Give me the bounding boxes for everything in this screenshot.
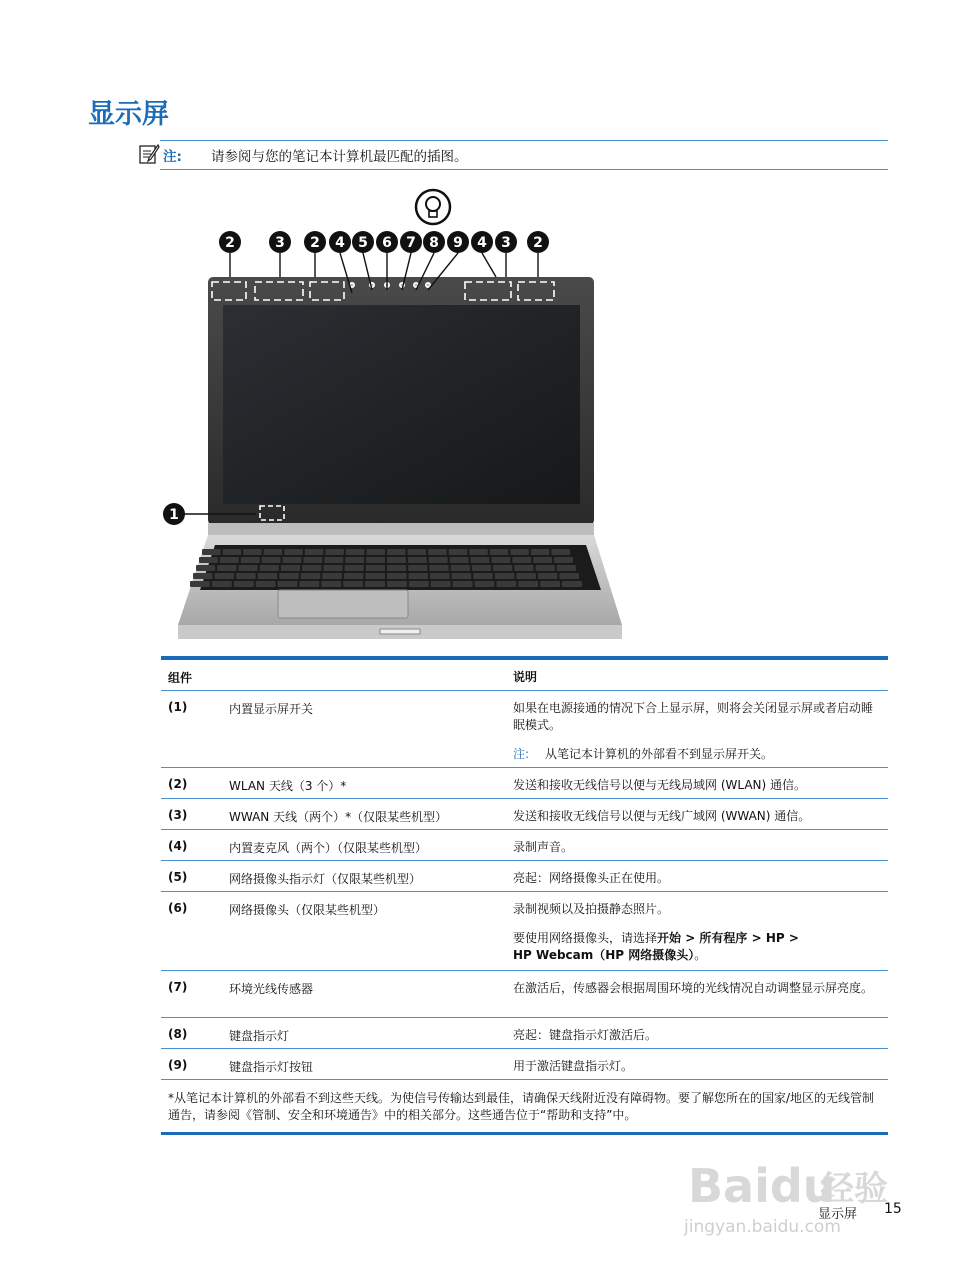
- display-screen: [223, 305, 580, 504]
- row-num: (5): [168, 870, 188, 884]
- row-desc: 亮起：网络摄像头正在使用。: [513, 871, 670, 885]
- key: [241, 557, 260, 563]
- table-row: [161, 861, 888, 892]
- callout-2: [527, 231, 549, 277]
- row-extra-post: 。: [694, 948, 707, 962]
- key: [321, 581, 341, 587]
- key: [301, 573, 321, 579]
- key: [387, 573, 407, 579]
- row-num: (4): [168, 839, 188, 853]
- key: [514, 565, 533, 571]
- table-row: [161, 799, 888, 830]
- key: [215, 573, 235, 579]
- components-table: [161, 656, 888, 1135]
- svg-text:2: 2: [310, 235, 320, 251]
- key: [429, 565, 448, 571]
- callout-2: [304, 231, 326, 277]
- rule-note: [160, 169, 888, 170]
- key: [346, 549, 365, 555]
- key: [518, 581, 538, 587]
- row-desc: [513, 901, 881, 964]
- key: [322, 573, 342, 579]
- key: [262, 557, 281, 563]
- key: [491, 557, 510, 563]
- key: [490, 549, 509, 555]
- key: [234, 581, 254, 587]
- svg-text:2: 2: [225, 235, 235, 251]
- key: [365, 581, 385, 587]
- row-note-label: 注:: [513, 747, 530, 761]
- baidu-watermark: [680, 1140, 910, 1240]
- key: [243, 549, 262, 555]
- note: [138, 143, 886, 167]
- key: [260, 565, 279, 571]
- table-footnote: *从笔记本计算机的外部看不到这些天线。为使信号传输达到最佳，请确保天线附近没有障碍物。要了解您所在的国家/地区的无线管制通告，请参阅《管制、安全和环境通告》中的相关部分。这些通告位于“帮助和支持”中。: [168, 1091, 875, 1122]
- bezel-sensor: [426, 283, 430, 287]
- key: [324, 557, 343, 563]
- svg-text:8: 8: [429, 235, 439, 251]
- key: [193, 573, 213, 579]
- key: [449, 549, 468, 555]
- row-desc: 发送和接收无线信号以便与无线局域网 (WLAN) 通信。: [513, 778, 807, 792]
- key: [562, 581, 582, 587]
- key: [559, 573, 579, 579]
- front-latch: [380, 629, 420, 634]
- row-desc-text: 录制视频以及拍摄静态照片。: [513, 902, 670, 916]
- key: [190, 581, 210, 587]
- key: [409, 573, 429, 579]
- header-component: 组件: [168, 671, 193, 685]
- row-desc: 亮起：键盘指示灯激活后。: [513, 1028, 658, 1042]
- key: [450, 557, 469, 563]
- key: [469, 549, 488, 555]
- key: [429, 557, 448, 563]
- key: [223, 549, 242, 555]
- row-name: 内置显示屏开关: [229, 702, 314, 716]
- key: [471, 557, 490, 563]
- callout-3: [495, 231, 517, 277]
- table-row: [161, 830, 888, 861]
- key: [510, 549, 529, 555]
- key: [196, 565, 215, 571]
- key: [302, 565, 321, 571]
- row-num: (3): [168, 808, 188, 822]
- key: [551, 549, 570, 555]
- laptop-illustration: [160, 185, 640, 655]
- svg-text:5: 5: [358, 235, 368, 251]
- callout-3: [269, 231, 291, 277]
- key: [343, 581, 363, 587]
- row-num: (2): [168, 777, 188, 791]
- key: [472, 565, 491, 571]
- key: [212, 581, 232, 587]
- row-desc: 录制声音。: [513, 840, 574, 854]
- key: [387, 565, 406, 571]
- svg-text:1: 1: [169, 507, 179, 523]
- svg-text:4: 4: [477, 235, 487, 251]
- key: [323, 565, 342, 571]
- key: [387, 557, 406, 563]
- row-num: (7): [168, 980, 188, 994]
- footer-section: 显示屏: [818, 1207, 858, 1222]
- row-name: 键盘指示灯按钮: [229, 1060, 314, 1074]
- key: [475, 581, 495, 587]
- row-num: (1): [168, 700, 188, 714]
- key: [345, 565, 364, 571]
- key: [256, 581, 276, 587]
- key: [408, 549, 427, 555]
- key: [281, 565, 300, 571]
- row-note-text: 从笔记本计算机的外部看不到显示屏开关。: [545, 747, 774, 761]
- row-name: WWAN 天线（两个）*（仅限某些机型）: [229, 810, 448, 824]
- key: [495, 573, 515, 579]
- table-botbar: [161, 1132, 888, 1135]
- row-num: (6): [168, 901, 188, 915]
- page-title: 显示屏: [88, 99, 169, 130]
- key: [236, 573, 256, 579]
- key: [516, 573, 536, 579]
- callout-4: [471, 231, 496, 277]
- svg-text:4: 4: [335, 235, 345, 251]
- key: [453, 581, 473, 587]
- key: [199, 557, 218, 563]
- key: [366, 549, 385, 555]
- key: [493, 565, 512, 571]
- key: [408, 565, 427, 571]
- table-row: [161, 971, 888, 1018]
- key: [431, 581, 451, 587]
- key: [345, 557, 364, 563]
- key: [554, 557, 573, 563]
- key: [452, 573, 472, 579]
- key: [365, 573, 385, 579]
- row-num: (8): [168, 1027, 188, 1041]
- key: [496, 581, 516, 587]
- light-bulb-icon: [416, 190, 450, 224]
- key: [258, 573, 278, 579]
- key: [305, 549, 324, 555]
- row-num: (9): [168, 1058, 188, 1072]
- row-name: 内置麦克风（两个）（仅限某些机型）: [229, 841, 428, 855]
- row-desc: 在激活后，传感器会根据周围环境的光线情况自动调整显示屏亮度。: [513, 981, 874, 995]
- hinge: [208, 523, 594, 537]
- row-note: [513, 746, 881, 763]
- key: [283, 557, 302, 563]
- key: [366, 557, 385, 563]
- row-desc: 用于激活键盘指示灯。: [513, 1059, 634, 1073]
- key: [278, 581, 298, 587]
- key: [303, 557, 322, 563]
- svg-text:3: 3: [501, 235, 511, 251]
- key: [409, 581, 429, 587]
- key: [473, 573, 493, 579]
- key: [220, 557, 239, 563]
- svg-text:2: 2: [533, 235, 543, 251]
- row-name: 环境光线传感器: [229, 982, 314, 996]
- key: [533, 557, 552, 563]
- row-name: 网络摄像头（仅限某些机型）: [229, 903, 386, 917]
- table-row: [161, 1049, 888, 1080]
- key: [451, 565, 470, 571]
- svg-text:9: 9: [453, 235, 463, 251]
- key: [387, 549, 406, 555]
- key: [366, 565, 385, 571]
- key: [430, 573, 450, 579]
- row-extra: [513, 930, 881, 964]
- svg-text:jingyan.baidu.com: jingyan.baidu.com: [684, 1217, 841, 1237]
- key: [557, 565, 576, 571]
- row-extra-path2: HP Webcam（HP 网络摄像头）: [513, 948, 695, 962]
- row-name: 网络摄像头指示灯（仅限某些机型）: [229, 872, 422, 886]
- rule-top: [160, 140, 888, 141]
- touchpad: [278, 590, 408, 618]
- key: [202, 549, 221, 555]
- key: [299, 581, 319, 587]
- key: [325, 549, 344, 555]
- svg-text:经验: 经验: [820, 1169, 888, 1209]
- table-row: [161, 691, 888, 768]
- key: [264, 549, 283, 555]
- row-extra-pre: 要使用网络摄像头，请选择: [513, 931, 658, 945]
- key: [387, 581, 407, 587]
- row-desc: 发送和接收无线信号以便与无线广域网 (WWAN) 通信。: [513, 809, 811, 823]
- row-extra-path1: 开始 > 所有程序 > HP >: [657, 931, 799, 945]
- key: [279, 573, 299, 579]
- note-label: 注:: [163, 149, 182, 165]
- key: [428, 549, 447, 555]
- header-description: 说明: [513, 670, 538, 684]
- note-text: 请参阅与您的笔记本计算机最匹配的插图。: [211, 149, 468, 165]
- key: [408, 557, 427, 563]
- key: [531, 549, 550, 555]
- row-desc: [513, 700, 881, 763]
- key: [238, 565, 257, 571]
- key: [536, 565, 555, 571]
- key: [540, 581, 560, 587]
- key: [217, 565, 236, 571]
- svg-text:Baidu: Baidu: [688, 1159, 836, 1213]
- table-row: [161, 768, 888, 799]
- note-pencil-icon: [138, 143, 160, 165]
- key: [344, 573, 364, 579]
- svg-text:7: 7: [406, 235, 416, 251]
- row-name: WLAN 天线（3 个）*: [229, 779, 347, 793]
- table-row: [161, 1018, 888, 1049]
- svg-text:3: 3: [275, 235, 285, 251]
- row-name: 键盘指示灯: [229, 1029, 290, 1043]
- row-desc-text: 如果在电源接通的情况下合上显示屏，则将会关闭显示屏或者启动睡眠模式。: [513, 701, 874, 732]
- table-row: [161, 892, 888, 971]
- key: [284, 549, 303, 555]
- svg-text:6: 6: [382, 235, 392, 251]
- table-header: [161, 660, 888, 691]
- key: [512, 557, 531, 563]
- key: [538, 573, 558, 579]
- page-number: 15: [884, 1201, 902, 1217]
- callout-2: [219, 231, 241, 277]
